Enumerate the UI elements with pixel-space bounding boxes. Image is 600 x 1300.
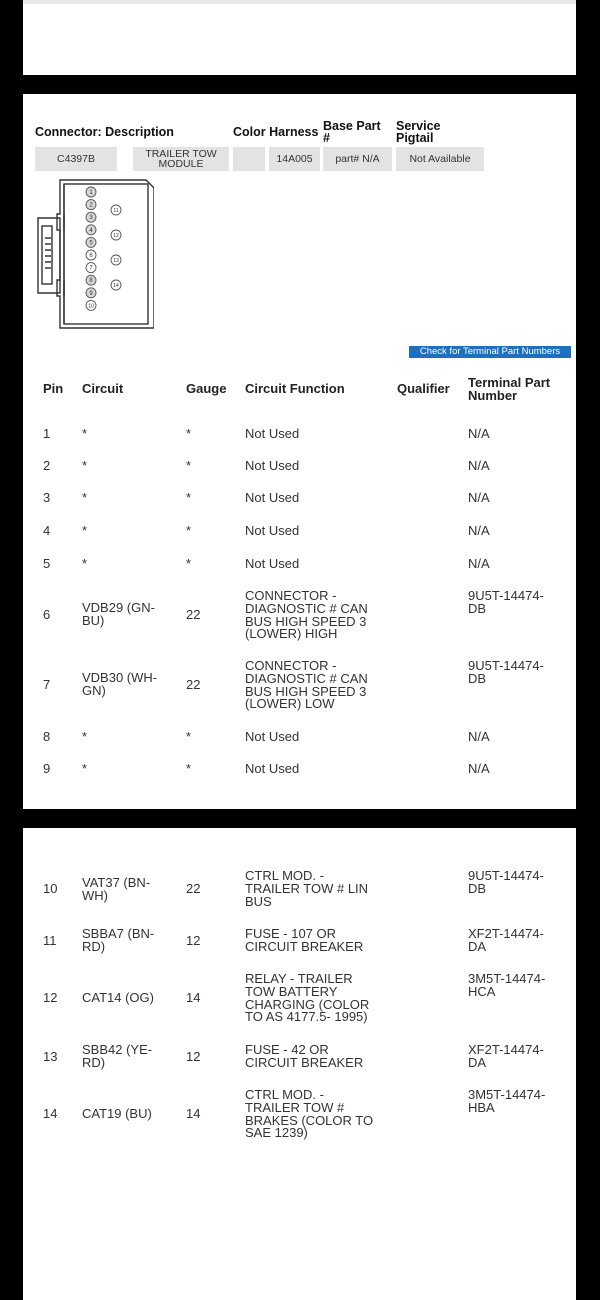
circuit-function: Not Used [245, 523, 300, 538]
base-part-cell: 14A005 [269, 147, 320, 171]
pin-number: 6 [43, 607, 51, 622]
circuit: * [82, 761, 88, 776]
terminal-part-number: N/A [468, 426, 490, 441]
gauge: 14 [186, 1106, 201, 1121]
connector-pin [86, 237, 96, 247]
pin-number: 11 [43, 933, 57, 948]
pin-label: 11 [113, 208, 119, 214]
pin-label: 5 [89, 240, 93, 247]
connector-pin [86, 250, 96, 260]
gauge: 12 [186, 933, 201, 948]
circuit: SBBA7 (BN-RD) [82, 926, 155, 954]
circuit-function: CONNECTOR - DIAGNOSTIC # CAN BUS HIGH SPEED 3 (LOWER) HIGH [245, 588, 368, 642]
pin-number: 14 [43, 1106, 58, 1121]
terminal-part-number: XF2T-14474-DA [468, 1042, 544, 1070]
circuit: * [82, 523, 88, 538]
circuit: CAT19 (BU) [82, 1106, 152, 1121]
connector-card [23, 94, 576, 809]
terminal-part-number: 9U5T-14474-DB [468, 658, 544, 686]
circuit-function: Not Used [245, 458, 300, 473]
pin-number: 9 [43, 761, 51, 776]
circuit-column-header: Circuit [82, 381, 124, 396]
gauge: 12 [186, 1049, 201, 1064]
circuit-function: Not Used [245, 490, 300, 505]
gauge: * [186, 761, 192, 776]
pin-number: 4 [43, 523, 51, 538]
table-row [23, 928, 576, 956]
right-pin-column [111, 205, 121, 290]
terminal-part-number: 3M5T-14474-HCA [468, 971, 546, 999]
terminal-part-number: N/A [468, 729, 490, 744]
connector-pin [86, 275, 96, 285]
table-continuation-card [23, 828, 576, 1300]
function-column-header: Circuit Function [245, 381, 345, 396]
pin-number: 3 [43, 490, 51, 505]
connector-description-cell: TRAILER TOW MODULE [133, 147, 229, 171]
terminal-part-number: 9U5T-14474-DB [468, 868, 544, 896]
circuit: * [82, 458, 88, 473]
connector-pinout-diagram [28, 178, 154, 332]
terminal-part-number: N/A [468, 490, 490, 505]
pin-label: 12 [113, 233, 119, 239]
pin-number: 10 [43, 881, 58, 896]
circuit-function: Not Used [245, 729, 300, 744]
gauge: * [186, 523, 192, 538]
terminal-part-number: XF2T-14474-DA [468, 926, 544, 954]
pin-number: 8 [43, 729, 51, 744]
connector-pin [86, 288, 96, 298]
pin-label: 6 [89, 253, 93, 259]
connector-pin [111, 255, 121, 265]
pin-number: 7 [43, 677, 51, 692]
circuit: VDB29 (GN-BU) [82, 600, 155, 628]
connector-pin [86, 187, 96, 197]
top-card [23, 0, 576, 75]
color-harness-header: Color Harness [233, 125, 319, 139]
circuit: * [82, 729, 88, 744]
table-row [23, 973, 576, 1029]
base-part-header: Base Part # [323, 119, 381, 145]
pin-number: 5 [43, 556, 51, 571]
circuit-function: FUSE - 42 OR CIRCUIT BREAKER [245, 1042, 364, 1070]
terminal-part-number: 9U5T-14474-DB [468, 588, 544, 616]
circuit: CAT14 (OG) [82, 990, 154, 1005]
service-pigtail-header: Service Pigtail [396, 119, 441, 145]
color-harness-cell [233, 147, 265, 171]
gauge: * [186, 556, 192, 571]
gauge: 22 [186, 881, 201, 896]
pin-column-header: Pin [43, 381, 64, 396]
terminal-part-number: N/A [468, 556, 490, 571]
card-top-border [23, 0, 576, 4]
circuit-function: FUSE - 107 OR CIRCUIT BREAKER [245, 926, 364, 954]
circuit-function: CTRL MOD. - TRAILER TOW # LIN BUS [245, 868, 369, 909]
gauge: * [186, 458, 192, 473]
circuit: * [82, 556, 88, 571]
terminal-part-number: N/A [468, 761, 490, 776]
pin-label: 3 [89, 215, 93, 222]
gauge: 22 [186, 677, 201, 692]
pin-label: 13 [113, 258, 119, 264]
connector-pin [111, 280, 121, 290]
pin-label: 1 [89, 190, 93, 196]
circuit: VAT37 (BN-WH) [82, 875, 151, 903]
connector-desc-header: Connector: Description [35, 125, 174, 139]
pin-label: 9 [89, 290, 93, 297]
terminal-part-number-column-header: Terminal Part Number [468, 375, 551, 403]
table-row [23, 660, 576, 716]
pin-number: 13 [43, 1049, 58, 1064]
table-row [23, 1089, 576, 1145]
gauge: 14 [186, 990, 201, 1005]
gauge: * [186, 729, 192, 744]
circuit-function: CONNECTOR - DIAGNOSTIC # CAN BUS HIGH SPEED 3 (LOWER) LOW [245, 658, 368, 712]
table-row [23, 590, 576, 646]
pin-label: 7 [89, 265, 93, 272]
pin-label: 2 [89, 202, 93, 209]
connector-pin [111, 205, 121, 215]
pin-label: 14 [113, 283, 119, 289]
connector-pin [86, 212, 96, 222]
service-pigtail-cell: Not Available [396, 147, 484, 171]
gauge-column-header: Gauge [186, 381, 227, 396]
pin-number: 2 [43, 458, 51, 473]
pin-label: 8 [89, 278, 93, 285]
gauge: 22 [186, 607, 201, 622]
pin-number: 1 [43, 426, 51, 441]
connector-pin [86, 225, 96, 235]
qualifier-column-header: Qualifier [397, 381, 450, 396]
table-row [23, 870, 576, 910]
circuit: VDB30 (WH-GN) [82, 670, 158, 698]
pin-label: 10 [88, 303, 94, 310]
check-terminal-part-numbers-button[interactable]: Check for Terminal Part Numbers [409, 346, 571, 358]
connector-id-cell: C4397B [35, 147, 117, 171]
pin-number: 12 [43, 990, 58, 1005]
circuit-function: RELAY - TRAILER TOW BATTERY CHARGING (COLOR TO AS 4177.5- 1995) [245, 971, 370, 1025]
circuit-function: CTRL MOD. - TRAILER TOW # BRAKES (COLOR TO SAE 1239) [245, 1087, 374, 1141]
gauge: * [186, 490, 192, 505]
connector-pin [86, 263, 96, 273]
circuit-function: Not Used [245, 761, 300, 776]
circuit: * [82, 490, 88, 505]
part-number-cell: part# N/A [323, 147, 392, 171]
connector-pin [86, 200, 96, 210]
connector-pin [111, 230, 121, 240]
terminal-part-number: N/A [468, 458, 490, 473]
table-row [23, 1044, 576, 1072]
terminal-part-number: N/A [468, 523, 490, 538]
circuit: SBB42 (YE-RD) [82, 1042, 153, 1070]
circuit: * [82, 426, 88, 441]
circuit-function: Not Used [245, 426, 300, 441]
pin-label: 4 [89, 227, 93, 234]
left-pin-column [86, 187, 96, 310]
gauge: * [186, 426, 192, 441]
circuit-function: Not Used [245, 556, 300, 571]
connector-pin [86, 300, 96, 310]
terminal-part-number: 3M5T-14474-HBA [468, 1087, 546, 1115]
